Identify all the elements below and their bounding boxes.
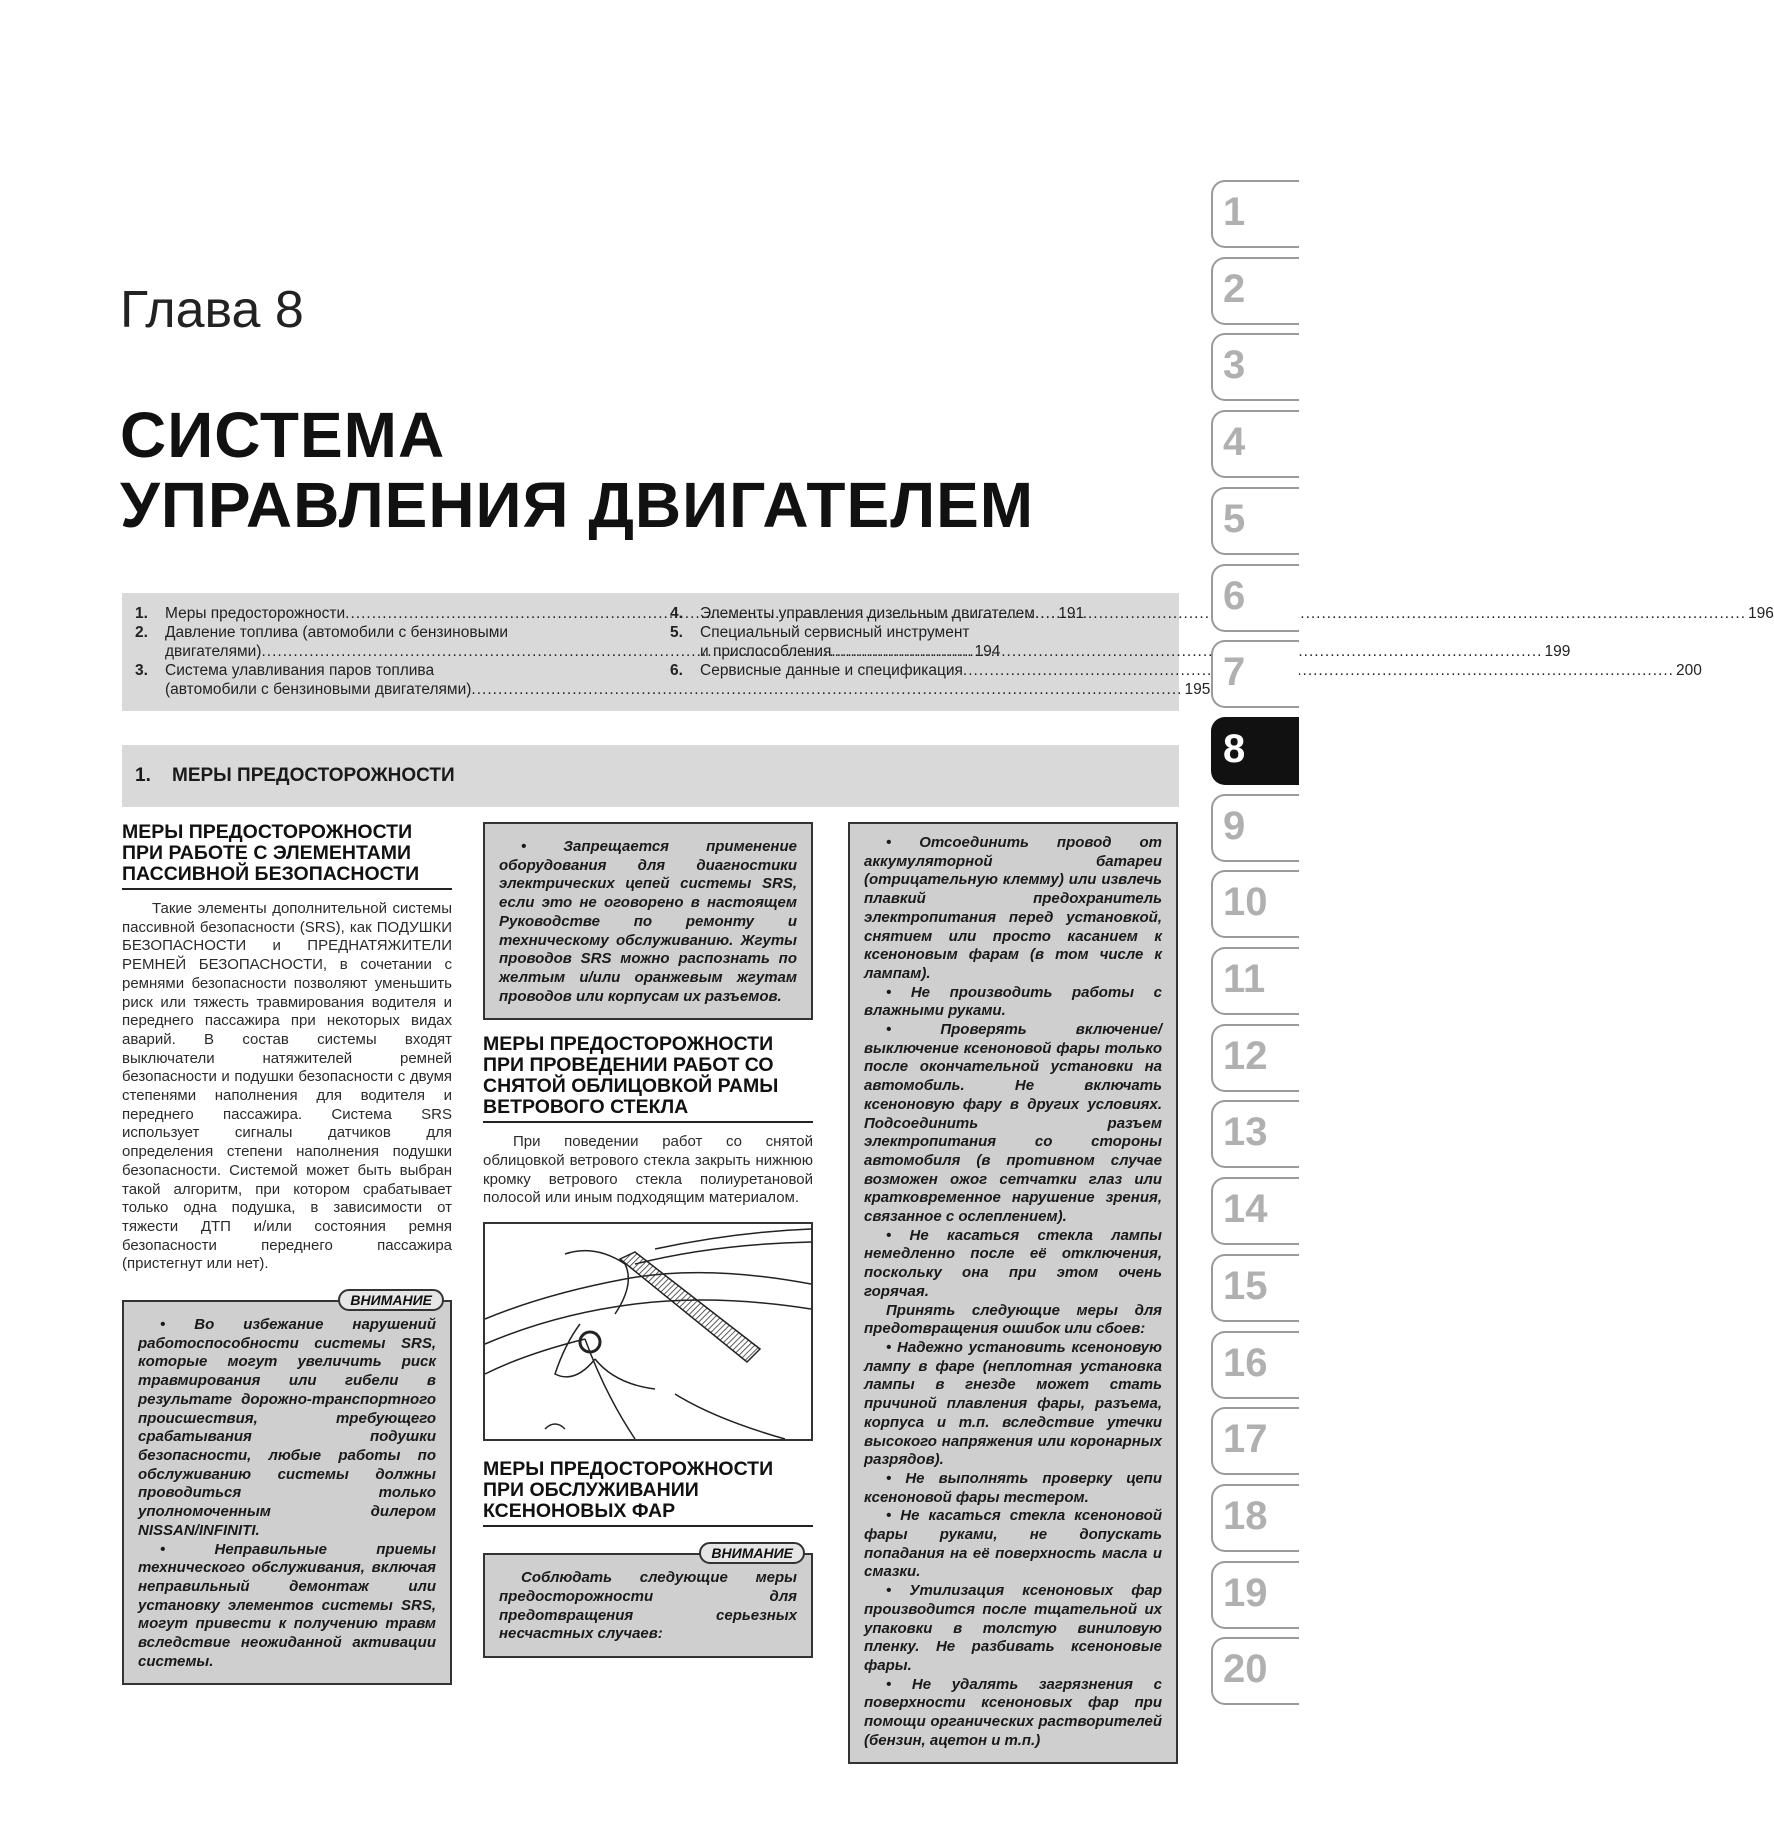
chapter-tab-label: 6 xyxy=(1223,573,1246,618)
chapter-tab-label: 14 xyxy=(1223,1187,1268,1232)
chapter-tab-label: 20 xyxy=(1223,1647,1268,1692)
toc-leader-dots xyxy=(471,680,1182,699)
toc-line xyxy=(700,661,1702,680)
toc-entry[interactable] xyxy=(670,604,1774,623)
toc-line-label: Система улавливания паров топлива xyxy=(165,662,435,679)
heading-line: КСЕНОНОВЫХ ФАР xyxy=(483,1500,676,1523)
heading-line: МЕРЫ ПРЕДОСТОРОЖНОСТИ xyxy=(483,1458,774,1481)
body-paragraph: При поведении работ со снятой облицовкой ветрового стекла закрыть нижнюю кромку ветрового стекла полиуретановой полосой или иным подходящим материалом. xyxy=(483,1133,813,1207)
toc-page-number: 195 xyxy=(1184,681,1211,698)
toc-entry-number: 3. xyxy=(135,662,148,679)
heading-line: ПАССИВНОЙ БЕЗОПАСНОСТИ xyxy=(122,863,420,885)
chapter-tab-19[interactable] xyxy=(1211,1561,1299,1629)
toc-line-label: Давление топлива (автомобили с бензиновыми xyxy=(165,624,509,641)
warning-label: ВНИМАНИЕ xyxy=(699,1542,805,1564)
chapter-tab-4[interactable] xyxy=(1211,410,1299,478)
chapter-tab-1[interactable] xyxy=(1211,180,1299,248)
chapter-tab-label: 8 xyxy=(1223,726,1246,771)
chapter-tab-label: 17 xyxy=(1223,1417,1268,1462)
chapter-tab-label: 4 xyxy=(1223,420,1246,465)
column-1 xyxy=(122,822,452,1685)
chapter-tab-18[interactable] xyxy=(1211,1484,1299,1552)
chapter-tab-label: 7 xyxy=(1223,650,1246,695)
chapter-tab-20[interactable] xyxy=(1211,1637,1299,1705)
toc-leader-dots xyxy=(831,642,1542,661)
warning-paragraph: Соблюдать следующие меры предосторожности для предотвращения серьезных несчастных случаев: xyxy=(499,1569,797,1643)
chapter-tab-5[interactable] xyxy=(1211,487,1299,555)
heading-line: СНЯТОЙ ОБЛИЦОВКОЙ РАМЫ xyxy=(483,1075,779,1098)
toc-line-label: Сервисные данные и спецификация xyxy=(700,662,963,679)
toc-line-label: Элементы управления дизельным двигателем xyxy=(700,605,1035,622)
xenon-precautions-box xyxy=(848,822,1178,1764)
toc-page-number: 196 xyxy=(1748,605,1774,622)
toc-entry-number: 2. xyxy=(135,624,148,641)
precaution-paragraph: Принять следующие меры для предотвращения ошибок или сбоев: xyxy=(864,1301,1162,1338)
toc-line-label: и приспособления xyxy=(700,643,832,660)
chapter-tab-label: 13 xyxy=(1223,1110,1268,1155)
chapter-tab-11[interactable] xyxy=(1211,947,1299,1015)
chapter-tab-label: 10 xyxy=(1223,880,1268,925)
toc-entry-text xyxy=(700,661,1702,680)
warning-box xyxy=(122,1292,452,1685)
precaution-paragraph: • Не касаться стекла лампы немедленно после её отключения, поскольку она при этом очень горячая. xyxy=(864,1226,1162,1300)
toc-line-label: Меры предосторожности xyxy=(165,605,346,622)
chapter-tab-12[interactable] xyxy=(1211,1024,1299,1092)
toc-line xyxy=(700,623,1570,642)
chapter-tab-10[interactable] xyxy=(1211,870,1299,938)
toc-leader-dots xyxy=(1035,604,1746,623)
heading-line: ПРИ РАБОТЕ С ЭЛЕМЕНТАМИ xyxy=(122,842,412,864)
chapter-tab-label: 19 xyxy=(1223,1570,1268,1615)
toc-entry[interactable] xyxy=(670,623,1571,661)
chapter-tab-7[interactable] xyxy=(1211,640,1299,708)
toc-line-label: двигателями) xyxy=(165,643,262,660)
precaution-paragraph: • Не удалять загрязнения с поверхности ксеноновых фар при помощи органических растворителей (бензин, ацетон и т.п.) xyxy=(864,1675,1162,1749)
windshield-illustration xyxy=(483,1222,813,1441)
precaution-paragraph: • Надежно установить ксеноновую лампу в фаре (неплотная установка лампы в гнезде может стать причиной плавления фары, разъема, корпуса и т.п. вследствие утечки высокого напряжения или коронарных разрядов). xyxy=(864,1338,1162,1469)
toc-line-label: (автомобили с бензиновыми двигателями) xyxy=(165,681,472,698)
heading-line: ПРИ ОБСЛУЖИВАНИИ xyxy=(483,1479,699,1502)
chapter-tab-label: 5 xyxy=(1223,496,1246,541)
heading-line: ПРИ ПРОВЕДЕНИИ РАБОТ СО xyxy=(483,1054,774,1077)
chapter-tab-label: 12 xyxy=(1223,1033,1268,1078)
toc-leader-dots xyxy=(963,661,1674,680)
chapter-tab-label: 18 xyxy=(1223,1493,1268,1538)
chapter-tab-17[interactable] xyxy=(1211,1407,1299,1475)
section-title: МЕРЫ ПРЕДОСТОРОЖНОСТИ xyxy=(172,765,455,786)
toc-page-number: 191 xyxy=(1058,605,1085,622)
toc-entry-number: 4. xyxy=(670,605,683,622)
toc-entry-text xyxy=(700,623,1570,661)
toc-entry[interactable] xyxy=(670,661,1702,680)
body-paragraph: Такие элементы дополнительной системы пассивной безопасности (SRS), как ПОДУШКИ БЕЗОПАСНОСТИ и ПРЕДНАТЯЖИТЕЛИ РЕМНЕЙ БЕЗОПАСНОСТИ, в сочетании с ремнями безопасности позволяют уменьшить риск или тяжесть травмирования водителя и переднего пассажира при некоторых видах аварий. В состав системы входят выключатели натяжителей ремней безопасности и подушки безопасности с двумя степенями наполнения для водителя и переднего пассажира. Система SRS использует сигналы датчиков для определения степени наполнения подушки безопасности. Системой может быть выбран такой алгоритм, при котором срабатывает только одна подушка, в зависимости от тяжести ДТП и/или состояния ремня безопасности переднего пассажира (пристегнут или нет). xyxy=(122,900,452,1273)
toc-line xyxy=(165,680,1210,699)
toc-entry-number: 5. xyxy=(670,624,683,641)
warning-label: ВНИМАНИЕ xyxy=(338,1289,444,1311)
chapter-tab-label: 15 xyxy=(1223,1263,1268,1308)
chapter-tab-label: 3 xyxy=(1223,343,1246,388)
toc-page-number: 199 xyxy=(1544,643,1571,660)
chapter-tab-15[interactable] xyxy=(1211,1254,1299,1322)
chapter-title-line: СИСТЕМА xyxy=(120,399,446,471)
chapter-tab-13[interactable] xyxy=(1211,1100,1299,1168)
chapter-tab-label: 2 xyxy=(1223,266,1246,311)
toc-line xyxy=(700,642,1570,661)
heading-xenon xyxy=(483,1459,813,1527)
chapter-tab-label: 9 xyxy=(1223,803,1246,848)
section-number: 1. xyxy=(135,765,151,786)
chapter-tab-14[interactable] xyxy=(1211,1177,1299,1245)
precaution-paragraph: • Проверять включение/выключение ксеноновой фары только после окончательной установки на автомобиль. Не включать ксеноновую фару в других условиях. Подсоединить разъем электропитания со стороны автомобиля (в противном случае возможен ожог сетчатки глаз или кратковременное нарушение зрения, связанное с ослеплением). xyxy=(864,1021,1162,1226)
precaution-paragraph: • Отсоединить провод от аккумуляторной батареи (отрицательную клемму) или извлечь плавкий предохранитель электропитания перед установкой, снятием или просто касанием к ксеноновым фарам (в том числе к лампам). xyxy=(864,834,1162,982)
column-3 xyxy=(848,822,1178,1764)
precaution-paragraph: • Утилизация ксеноновых фар производится после тщательной их упаковки в толстую виниловую пленку. Не разбивать ксеноновые фары. xyxy=(864,1582,1162,1674)
heading-line: МЕРЫ ПРЕДОСТОРОЖНОСТИ xyxy=(122,821,413,843)
chapter-tab-label: 11 xyxy=(1223,957,1266,1001)
chapter-tab-8[interactable] xyxy=(1211,717,1299,785)
precaution-paragraph: • Не касаться стекла ксеноновой фары руками, не допускать попадания на её поверхность масла и смазки. xyxy=(864,1507,1162,1581)
windshield-drawing xyxy=(485,1224,811,1439)
heading-windshield xyxy=(483,1034,813,1123)
section-bar xyxy=(122,745,1179,807)
toc-line-label: Специальный сервисный инструмент xyxy=(700,624,970,641)
column-2 xyxy=(483,822,813,1658)
note-paragraph: • Запрещается применение оборудования для диагностики электрических цепей системы SRS, если это не оговорено в настоящем Руководстве по ремонту и техническому обслуживанию. Жгуты проводов SRS можно распознать по желтым и/или оранжевым жгутам проводов или корпусам их разъемов. xyxy=(499,838,797,1005)
toc-right-column xyxy=(670,604,1774,680)
chapter-title xyxy=(120,400,1034,540)
heading-line: ВЕТРОВОГО СТЕКЛА xyxy=(483,1096,689,1119)
chapter-tab-3[interactable] xyxy=(1211,333,1299,401)
srs-note-box xyxy=(483,822,813,1020)
chapter-title-line: УПРАВЛЕНИЯ ДВИГАТЕЛЕМ xyxy=(120,469,1035,541)
toc-page-number: 194 xyxy=(974,643,1001,660)
heading-passive-safety xyxy=(122,822,452,890)
chapter-tab-16[interactable] xyxy=(1211,1331,1299,1399)
chapter-tab-6[interactable] xyxy=(1211,564,1299,632)
chapter-label: Глава 8 xyxy=(120,281,304,339)
toc-page-number: 200 xyxy=(1675,662,1702,679)
warning-paragraph: • Неправильные приемы технического обслуживания, включая неправильный демонтаж или установку элементов системы SRS, могут привести к получению травм вследствие неожиданной активации системы. xyxy=(138,1540,436,1670)
heading-line: МЕРЫ ПРЕДОСТОРОЖНОСТИ xyxy=(483,1033,774,1056)
table-of-contents xyxy=(122,593,1774,711)
chapter-tab-label: 16 xyxy=(1223,1340,1268,1385)
chapter-tab-9[interactable] xyxy=(1211,794,1299,862)
toc-entry-number: 6. xyxy=(670,662,683,679)
warning-paragraph: • Во избежание нарушений работоспособности системы SRS, которые могут увеличить риск травмирования или гибели в результате дорожно-транспортного происшествия, требующего срабатывания подушки безопасности, любые работы по обслуживанию системы должны проводиться только уполномоченным дилером NISSAN/INFINITI. xyxy=(138,1316,436,1539)
chapter-tab-2[interactable] xyxy=(1211,257,1299,325)
warning-box xyxy=(483,1545,813,1658)
precaution-paragraph: • Не производить работы с влажными руками. xyxy=(864,983,1162,1020)
chapter-tab-label: 1 xyxy=(1223,190,1246,234)
toc-entry-number: 1. xyxy=(135,605,148,622)
precaution-paragraph: • Не выполнять проверку цепи ксеноновой фары тестером. xyxy=(864,1469,1162,1506)
